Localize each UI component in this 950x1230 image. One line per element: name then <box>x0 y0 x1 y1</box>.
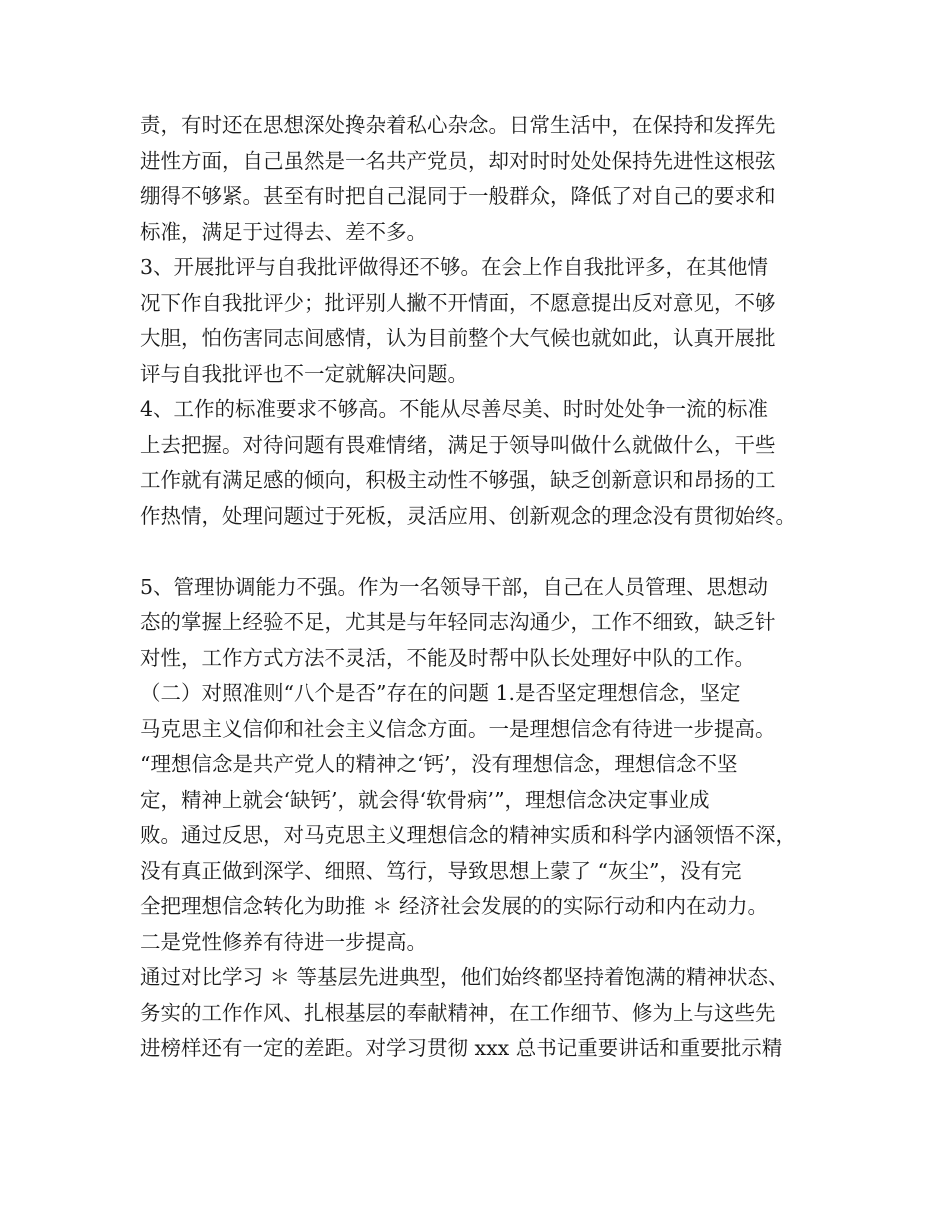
text-line: 4、工作的标准要求不够高。不能从尽善尽美、时时处处争一流的标准 <box>140 397 769 421</box>
text-line: 评与自我批评也不一定就解决问题。 <box>140 361 468 386</box>
text-line: 大胆，怕伤害同志间感情，认为目前整个大气候也就如此，认真开展批 <box>140 326 776 350</box>
text-line: 绷得不够紧。甚至有时把自己混同于一般群众，降低了对自己的要求和 <box>140 184 776 208</box>
document-body <box>140 108 830 1067</box>
text-line: 马克思主义信仰和社会主义信念方面。一是理想信念有待进一步提高。 <box>140 716 776 741</box>
text-line: 进性方面，自己虽然是一名共产党员，却对时时处处保持先进性这根弦 <box>140 148 776 173</box>
text-line: 败。通过反思，对马克思主义理想信念的精神实质和科学内涵领悟不深， <box>140 823 796 847</box>
text-line: 工作就有满足感的倾向，积极主动性不够强，缺乏创新意识和昂扬的工 <box>140 468 776 492</box>
text-line: 上去把握。对待问题有畏难情绪，满足于领导叫做什么就做什么，干些 <box>140 432 776 457</box>
text-line: （二）对照准则“八个是否”存在的问题 1.是否坚定理想信念，坚定 <box>140 681 741 705</box>
text-line: 3、开展批评与自我批评做得还不够。在会上作自我批评多，在其他情 <box>140 255 769 279</box>
text-line: 全把理想信念转化为助推 ＊ 经济社会发展的的实际行动和内在动力。 <box>140 894 769 918</box>
blank-line <box>140 534 830 570</box>
text-line: 通过对比学习 ＊ 等基层先进典型，他们始终都坚持着饱满的精神状态、 <box>140 965 789 989</box>
text-line: 二是党性修养有待进一步提高。 <box>140 929 427 954</box>
text-line: 5、管理协调能力不强。作为一名领导干部，自己在人员管理、思想动 <box>140 574 769 599</box>
text-line: 务实的工作作风、扎根基层的奉献精神，在工作细节、修为上与这些先 <box>140 1000 776 1025</box>
text-line: 进榜样还有一定的差距。对学习贯彻 xxx 总书记重要讲话和重要批示精 <box>140 1036 783 1060</box>
text-line: 没有真正做到深学、细照、笃行，导致思想上蒙了 “灰尘”，没有完 <box>140 858 742 883</box>
text-line: 作热情，处理问题过于死板，灵活应用、创新观念的理念没有贯彻始终。 <box>140 503 796 528</box>
text-line: 对性，工作方式方法不灵活，不能及时帮中队长处理好中队的工作。 <box>140 645 755 670</box>
text-line: 责，有时还在思想深处搀杂着私心杂念。日常生活中，在保持和发挥先 <box>140 113 776 137</box>
text-line: “理想信念是共产党人的精神之‘钙’，没有理想信念，理想信念不坚 <box>140 752 738 776</box>
text-line: 标准，满足于过得去、差不多。 <box>140 219 427 244</box>
text-line: 态的掌握上经验不足，尤其是与年轻同志沟通少，工作不细致，缺乏针 <box>140 610 776 634</box>
text-line: 定，精神上就会‘缺钙’，就会得‘软骨病’”，理想信念决定事业成 <box>140 787 710 812</box>
text-line: 况下作自我批评少；批评别人撇不开情面，不愿意提出反对意见，不够 <box>140 290 776 315</box>
